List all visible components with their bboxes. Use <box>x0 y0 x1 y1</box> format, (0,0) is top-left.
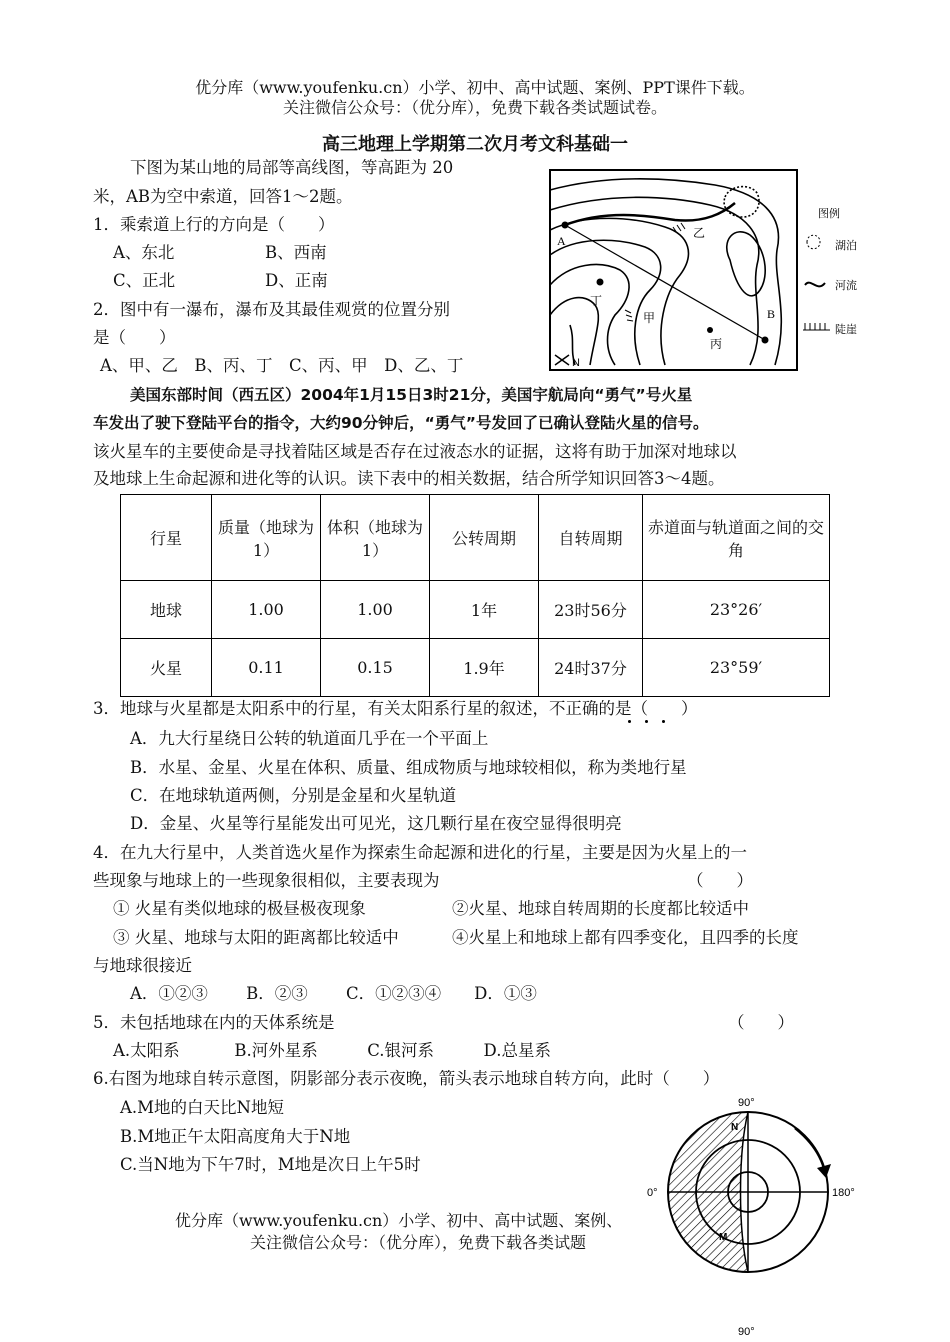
emphasis-dot <box>645 720 648 723</box>
planet-table <box>120 494 830 697</box>
q6-option-a: A.M地的白天比N地短 <box>120 1098 284 1117</box>
arrow-head-icon <box>817 1164 831 1178</box>
table-cell: 23°59′ <box>643 639 830 697</box>
earth-rotation-diagram <box>645 1090 875 1338</box>
table-row <box>121 639 830 697</box>
contour-line <box>550 179 781 365</box>
q5-paren: （ ） <box>728 1013 794 1032</box>
point-bing-marker <box>707 327 713 333</box>
label-yi: 乙 <box>693 226 706 240</box>
q1-option-d: D、正南 <box>265 271 328 290</box>
q2-stem-1: 2．图中有一瀑布，瀑布及其最佳观赏的位置分别 <box>93 300 450 319</box>
label-top: 90° <box>738 1097 755 1109</box>
q4-item-4b: 与地球很接近 <box>93 956 192 975</box>
q5-stem: 5．未包括地球在内的天体系统是 <box>93 1013 335 1032</box>
q2-options: A、甲、乙 B、丙、丁 C、丙、甲 D、乙、丁 <box>100 356 464 375</box>
cableway-line <box>565 225 765 340</box>
q3-stem: 3．地球与火星都是太阳系中的行星，有关太阳系行星的叙述，不正确的是（ ） <box>93 699 698 718</box>
q3-option-d: D．金星、火星等行星能发出可见光，这几颗行星在夜空显得很明亮 <box>130 814 622 833</box>
footer-line-1: 优分库（www.youfenku.cn）小学、初中、高中试题、案例、 <box>175 1211 623 1230</box>
legend-lake: 湖泊 <box>835 239 857 252</box>
north-arrow-icon <box>555 355 580 369</box>
passage-line-2: 车发出了驶下登陆平台的指令，大约90分钟后，“勇气”号发回了已确认登陆火星的信号。 <box>93 414 709 432</box>
footer-line-2: 关注微信公众号：（优分库），免费下载各类试题 <box>250 1233 587 1252</box>
legend-title: 图例 <box>818 207 840 220</box>
point-b-marker <box>762 337 769 344</box>
label-n: N <box>731 1122 739 1133</box>
table-cell: 1.9年 <box>430 639 539 697</box>
label-a: A <box>557 234 566 248</box>
label-left: 0° <box>647 1187 658 1199</box>
point-ding-marker <box>597 279 604 286</box>
label-bing: 丙 <box>710 337 723 351</box>
rotation-arrow-icon <box>795 1128 825 1172</box>
q4-stem-2: 些现象与地球上的一些现象很相似，主要表现为 <box>93 871 440 890</box>
label-right: 180° <box>832 1187 855 1199</box>
point-a-marker <box>562 222 569 229</box>
header-line-1: 优分库（www.youfenku.cn）小学、初中、高中试题、案例、PPT课件下载。 <box>195 78 755 97</box>
contour-line <box>550 218 688 365</box>
contour-line <box>550 265 629 365</box>
q2-stem-2: 是（ ） <box>93 328 176 347</box>
legend-cliff: 陡崖 <box>835 323 857 336</box>
q1-stem: 1．乘索道上行的方向是（ ） <box>93 215 335 234</box>
header-line-2: 关注微信公众号：（优分库），免费下载各类试题试卷。 <box>282 98 667 117</box>
intro-line-1: 下图为某山地的局部等高线图，等高距为 20 <box>130 158 454 177</box>
q5-options: A.太阳系 B.河外星系 C.银河系 D.总星系 <box>113 1041 551 1060</box>
table-header: 公转周期 <box>430 495 539 581</box>
intro-line-2: 米，AB为空中索道，回答1～2题。 <box>93 187 353 206</box>
emphasis-dot <box>662 720 665 723</box>
contour-line <box>550 240 661 365</box>
table-header: 赤道面与轨道面之间的交角 <box>643 495 830 581</box>
table-cell: 火星 <box>121 639 212 697</box>
contour-hill <box>727 232 765 296</box>
q3-option-a: A．九大行星绕日公转的轨道面几乎在一个平面上 <box>130 729 489 748</box>
map-frame <box>550 170 797 370</box>
contour-map <box>545 165 875 375</box>
legend-river-icon <box>805 283 825 287</box>
legend-cliff-icon <box>803 323 830 330</box>
legend-river: 河流 <box>835 279 857 292</box>
river-line <box>565 203 735 225</box>
q6-option-b: B.M地正午太阳高度角大于N地 <box>120 1127 351 1146</box>
q4-item-4: ④火星上和地球上都有四季变化，且四季的长度 <box>452 928 799 947</box>
table-header-row <box>121 495 830 581</box>
q6-option-c: C.当N地为下午7时，M地是次日上午5时 <box>120 1155 421 1174</box>
q4-item-2: ②火星、地球自转周期的长度都比较适中 <box>452 899 749 918</box>
passage-line-4: 及地球上生命起源和进化等的认识。读下表中的相关数据，结合所学知识回答3～4题。 <box>93 469 725 488</box>
table-cell: 0.11 <box>212 639 321 697</box>
table-cell: 地球 <box>121 581 212 639</box>
q1-option-b: B、西南 <box>265 243 327 262</box>
label-bottom: 90° <box>738 1326 755 1338</box>
passage-line-1: 美国东部时间（西五区）2004年1月15日3时21分，美国宇航局向“勇气”号火星 <box>130 386 693 404</box>
table-header: 体积（地球为1） <box>321 495 430 581</box>
label-m: M <box>719 1232 728 1243</box>
table-header: 行星 <box>121 495 212 581</box>
table-header: 质量（地球为1） <box>212 495 321 581</box>
legend-lake-icon <box>807 235 820 249</box>
table-row <box>121 581 830 639</box>
table-cell: 0.15 <box>321 639 430 697</box>
contour-line <box>550 197 759 365</box>
q4-options: A．①②③ B．②③ C．①②③④ D．①③ <box>130 984 537 1003</box>
q3-option-b: B．水星、金星、火星在体积、质量、组成物质与地球较相似，称为类地行星 <box>130 758 687 777</box>
label-b: B <box>767 307 776 321</box>
table-header: 自转周期 <box>539 495 643 581</box>
table-cell: 24时37分 <box>539 639 643 697</box>
table-cell: 23时56分 <box>539 581 643 639</box>
q3-option-c: C．在地球轨道两侧，分别是金星和火星轨道 <box>130 786 457 805</box>
north-label: N <box>572 357 580 369</box>
table-cell: 1年 <box>430 581 539 639</box>
q4-item-3: ③ 火星、地球与太阳的距离都比较适中 <box>113 928 399 947</box>
q4-paren: （ ） <box>687 871 753 890</box>
q6-stem: 6.右图为地球自转示意图，阴影部分表示夜晚，箭头表示地球自转方向，此时（ ） <box>93 1069 720 1088</box>
lake-icon <box>724 187 759 217</box>
q4-item-1: ① 火星有类似地球的极昼极夜现象 <box>113 899 366 918</box>
q1-option-a: A、东北 <box>113 243 175 262</box>
label-ding: 丁 <box>590 294 603 308</box>
label-jia: 甲 <box>643 311 656 325</box>
table-cell: 23°26′ <box>643 581 830 639</box>
passage-line-3: 该火星车的主要使命是寻找着陆区域是否存在过液态水的证据，这将有助于加深对地球以 <box>93 442 737 461</box>
table-cell: 1.00 <box>212 581 321 639</box>
q1-option-c: C、正北 <box>113 271 176 290</box>
table-cell: 1.00 <box>321 581 430 639</box>
q4-stem-1: 4．在九大行星中，人类首选火星作为探索生命起源和进化的行星，主要是因为火星上的一 <box>93 843 747 862</box>
emphasis-dot <box>628 720 631 723</box>
page-title: 高三地理上学期第二次月考文科基础一 <box>322 134 628 155</box>
